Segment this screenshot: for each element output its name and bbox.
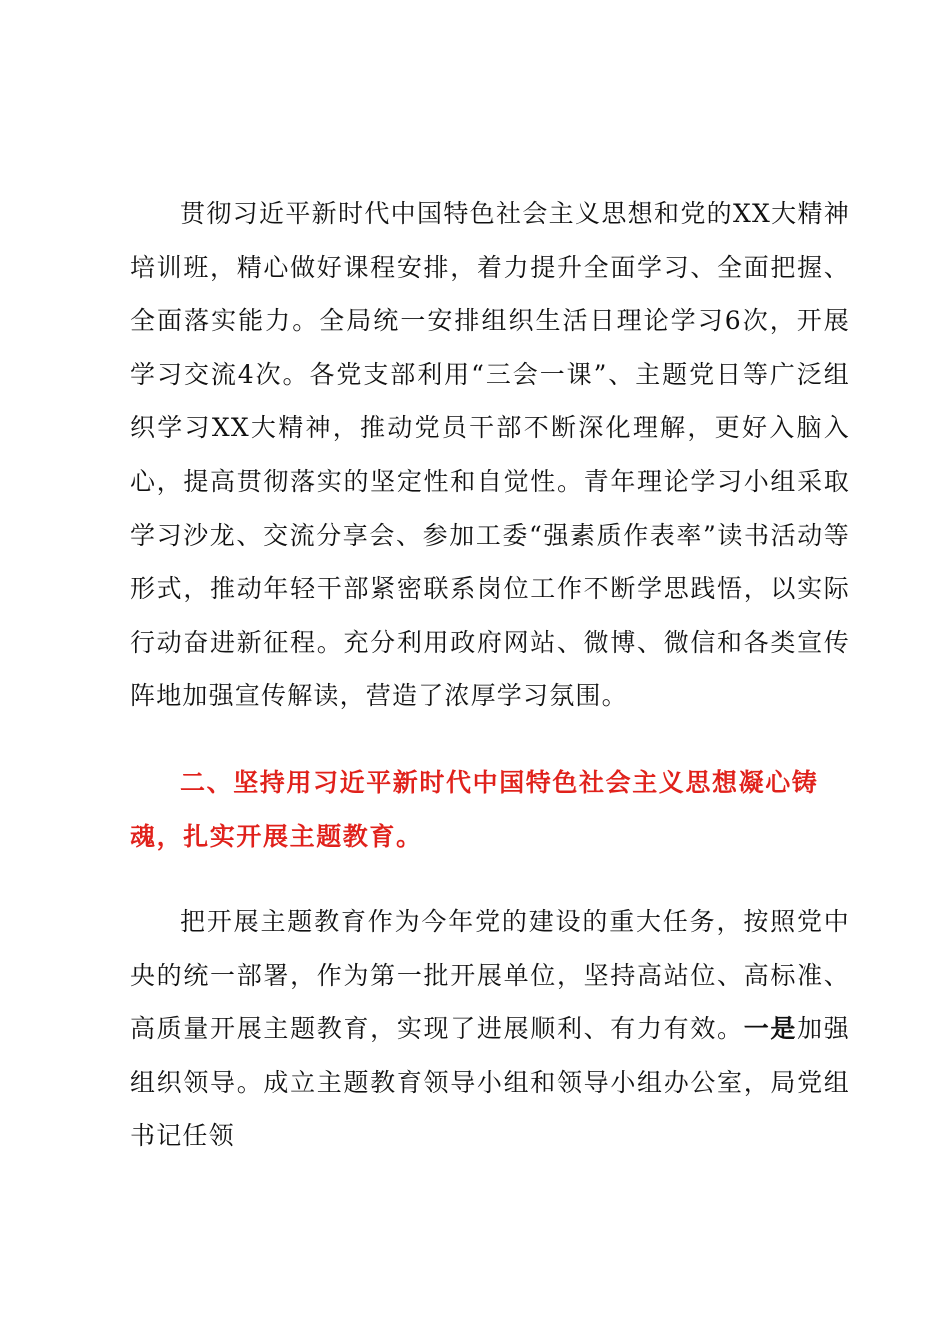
paragraph-study-training: 贯彻习近平新时代中国特色社会主义思想和党的XX大精神培训班，精心做好课程安排，着力提升全面学习、全面把握、全面落实能力。全局统一安排组织生活日理论学习6次，开展学习交流4次。各党支部利用“三会一课”、主题党日等广泛组织学习XX大精神，推动党员干部不断深化理解，更好入脑入心，提高贯彻落实的坚定性和自觉性。青年理论学习小组采取学习沙龙、交流分享会、参加工委“强素质作表率”读书活动等形式，推动年轻干部紧密联系岗位工作不断学思践悟，以实际行动奋进新征程。充分利用政府网站、微博、微信和各类宣传阵地加强宣传解读，营造了浓厚学习氛围。 xyxy=(130,199,850,711)
paragraph-theme-education xyxy=(130,895,850,1163)
paragraph-text: 加强组织领导。成立主题教育领导小组和领导小组办公室，局党组书记任领 xyxy=(130,1014,850,1151)
emphasis-first-point: 一是 xyxy=(743,1014,798,1044)
paragraph-spacer xyxy=(130,864,850,895)
document-body xyxy=(130,187,850,1163)
paragraph-text: 把开展主题教育作为今年党的建设的重大任务，按照党中央的统一部署，作为第一批开展单位，坚持高站位、高标准、高质量开展主题教育，实现了进展顺利、有力有效。 xyxy=(130,906,850,1044)
paragraph-spacer xyxy=(130,723,850,756)
section-heading-theme-education: 二、坚持用习近平新时代中国特色社会主义思想凝心铸魂，扎实开展主题教育。 xyxy=(130,767,819,851)
